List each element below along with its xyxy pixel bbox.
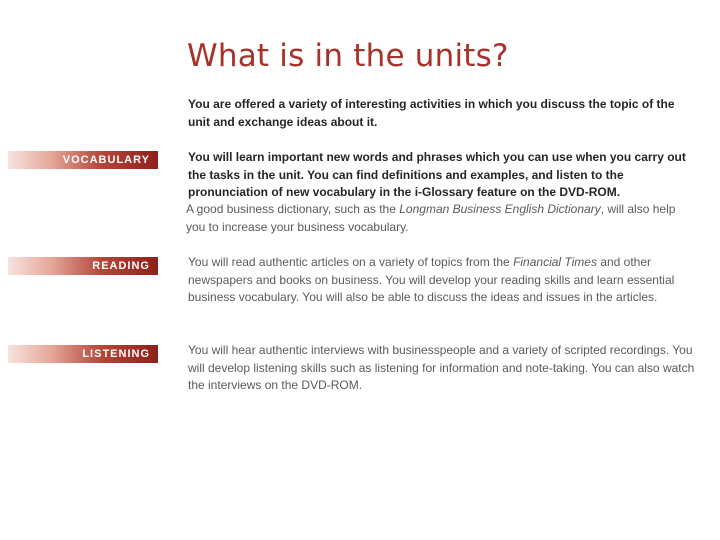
listening-paragraph: You will hear authentic interviews with businesspeople and a variety of scripted recordings. You will develop listening skills such as listening for information and note-taking. You can also watch the interviews on the DVD-ROM. (188, 343, 695, 392)
dictionary-title: Longman Business English Dictionary (399, 202, 601, 216)
page-title: What is in the units? (187, 38, 509, 74)
reading-label: READING (92, 260, 150, 272)
vocabulary-note-text: A good business dictionary, such as the (186, 202, 400, 216)
vocabulary-label-bar (8, 151, 158, 169)
listening-label-bar (8, 345, 158, 363)
reading-label-bar (8, 257, 158, 275)
vocabulary-note-text-end: , will also help you to increase your business vocabulary. (186, 202, 676, 234)
reading-text: You will read authentic articles on a variety of topics from the (188, 255, 514, 269)
vocabulary-dictionary-note (186, 201, 696, 236)
listening-label: LISTENING (82, 348, 150, 360)
reading-paragraph (188, 254, 698, 307)
vocabulary-label: VOCABULARY (62, 154, 150, 166)
reading-text-end: and other newspapers and books on business. You will develop your reading skills and learn essential business vocabulary. You will also be able to discuss the ideas and issues in the articles. (188, 255, 675, 304)
vocabulary-paragraph: You will learn important new words and phrases which you can use when you carry out the tasks in the unit. You can find definitions and examples, and listen to the pronunciation of new vocabulary in the i-Glossary feature on the DVD-ROM. (188, 150, 686, 199)
financial-times-title: Financial Times (513, 255, 597, 269)
intro-paragraph: You are offered a variety of interesting activities in which you discuss the topic of the unit and exchange ideas about it. (188, 97, 675, 129)
